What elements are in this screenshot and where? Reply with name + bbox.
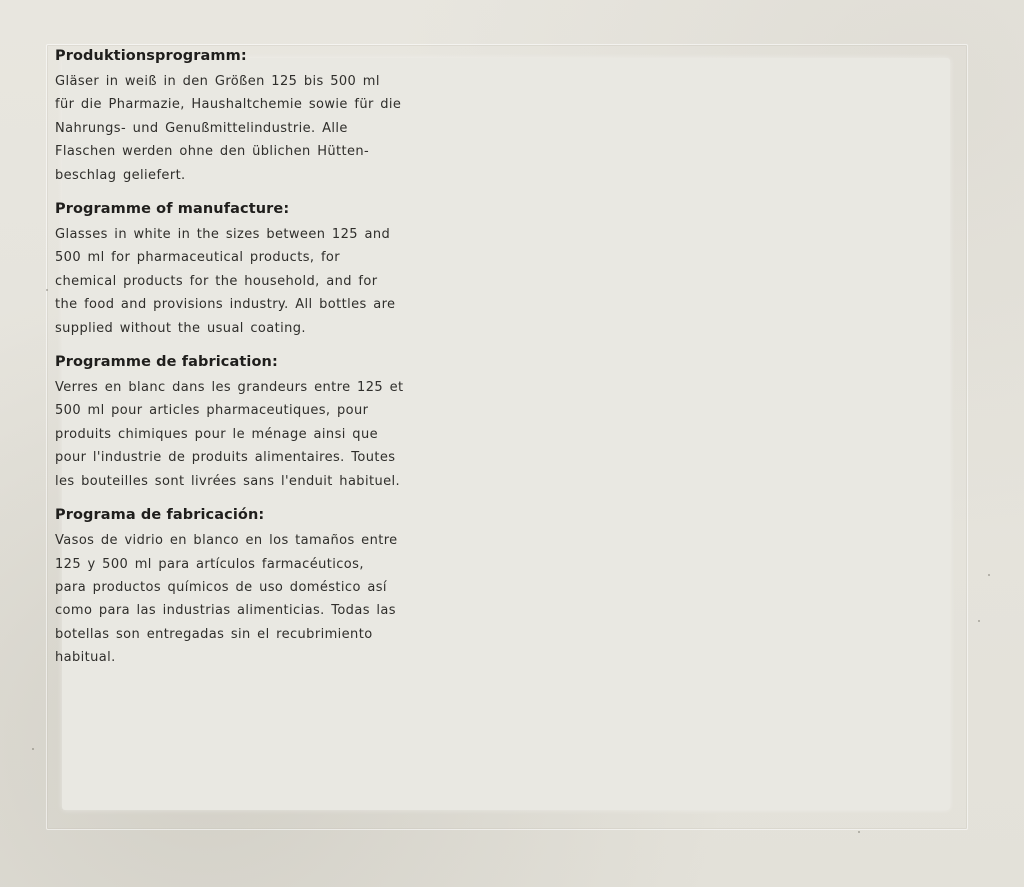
body-line: botellas son entregadas sin el recubrimiento (55, 626, 373, 642)
paper-speck (858, 831, 860, 833)
body-line: como para las industrias alimenticias. Todas las (55, 603, 396, 619)
body-line: para productos químicos de uso doméstico así (55, 579, 387, 595)
section-spanish (55, 505, 445, 669)
body-line: Nahrungs- und Genußmittelindustrie. Alle (55, 120, 348, 136)
body-line: Gläser in weiß in den Größen 125 bis 500 ml (55, 74, 380, 89)
body-line: 125 y 500 ml para artículos farmacéuticos, (55, 556, 364, 572)
body-line: pour l'industrie de produits alimentaires. Toutes (55, 450, 396, 466)
body-line: supplied without the usual coating. (55, 320, 306, 336)
body-line: the food and provisions industry. All bottles are (55, 297, 396, 313)
body-line: Verres en blanc dans les grandeurs entre 125 et (55, 380, 404, 396)
section-heading: Produktionsprogramm: (55, 48, 247, 64)
body-line: Flaschen werden ohne den üblichen Hütten- (55, 144, 370, 160)
body-line: 500 ml for pharmaceutical products, for (55, 250, 341, 266)
body-line: für die Pharmazie, Haushaltchemie sowie für die (55, 97, 402, 113)
body-line: beschlag geliefert. (55, 167, 186, 183)
paper-speck (32, 748, 34, 750)
section-heading: Programme of manufacture: (55, 201, 290, 218)
paper-speck (988, 574, 990, 576)
body-line: chemical products for the household, and for (55, 273, 378, 289)
body-line: Vasos de vidrio en blanco en los tamaños entre (55, 533, 398, 549)
body-line: 500 ml pour articles pharmaceutiques, pour (55, 403, 369, 419)
paper-speck (46, 289, 48, 291)
body-line: Glasses in white in the sizes between 125 and (55, 227, 391, 243)
section-english (55, 199, 445, 340)
section-heading: Programme de fabrication: (55, 354, 278, 371)
paper-speck (978, 620, 980, 622)
section-french (55, 352, 445, 493)
text-column (55, 46, 445, 682)
body-line: produits chimiques pour le ménage ainsi que (55, 426, 378, 442)
section-heading: Programa de fabricación: (55, 507, 265, 524)
body-line: les bouteilles sont livrées sans l'enduit habituel. (55, 473, 401, 489)
section-german (55, 46, 445, 187)
body-line: habitual. (55, 650, 116, 666)
